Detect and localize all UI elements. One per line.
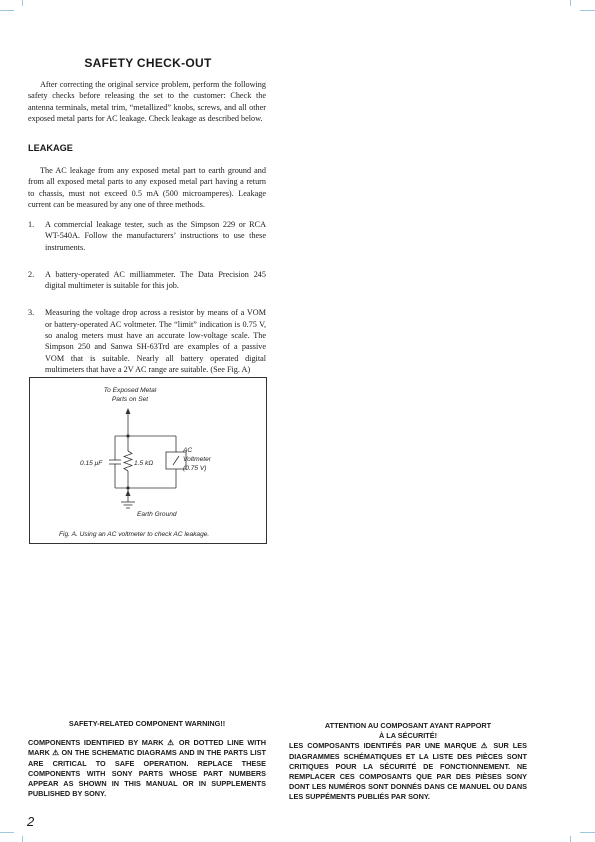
label-earth-ground: Earth Ground [137, 511, 177, 518]
figure-caption: Fig. A. Using an AC voltmeter to check AC leakage. [59, 531, 210, 538]
warning-title: SAFETY-RELATED COMPONENT WARNING!! [68, 719, 226, 728]
list-item [28, 269, 266, 292]
label-parts-on-set: Parts on Set [111, 396, 149, 403]
list-item-text: A battery-operated AC milliammeter. The Data Precision 245 digital multimeter is suitable for this job. [45, 269, 266, 291]
crop-mark-top-right-v [570, 0, 571, 6]
warning-title-line-1: ATTENTION AU COMPOSANT AYANT RAPPORT [324, 721, 492, 730]
junction-dot-top [126, 434, 129, 437]
method-list [28, 219, 266, 391]
label-meter-voltage: (0.75 V) [183, 465, 207, 472]
label-capacitor: 0.15 μF [80, 460, 103, 467]
list-item-number: 1. [28, 220, 35, 229]
label-resistor: 1.5 kΩ [134, 460, 154, 467]
crop-mark-bottom-left-v [22, 836, 23, 842]
crop-mark-top-left-v [22, 0, 23, 6]
circuit-diagram [30, 378, 268, 545]
label-meter-ac: AC [183, 447, 193, 454]
list-item [28, 307, 266, 375]
voltmeter-needle [173, 456, 179, 465]
resistor-symbol [124, 451, 132, 471]
safety-warning-english [28, 719, 266, 799]
label-exposed-metal: To Exposed Metal [103, 387, 157, 394]
crop-mark-bottom-right-v [570, 836, 571, 842]
crop-mark-top-right-h [580, 10, 595, 11]
intro-paragraph: After correcting the original service problem, perform the following safety checks before releasing the set to the customer: Check the antenna terminals, metal trim, “metallized” knobs, screws, and all other exposed metal parts for AC leakage. Check leakage as described below. [28, 80, 266, 124]
crop-mark-top-left-h [0, 10, 14, 11]
crop-mark-bottom-left-h [0, 832, 14, 833]
warning-title-line-2: À LA SÉCURITÉ! [378, 731, 438, 741]
warning-body: COMPONENTS IDENTIFIED BY MARK ⚠ OR DOTTED LINE WITH MARK ⚠ ON THE SCHEMATIC DIAGRAMS AND IN THE PARTS LIST ARE CRITICAL TO SAFE OPERATION. REPLACE THESE COMPONENTS WITH SONY PARTS WHOSE PART NUMBERS APPEAR AS SHOWN IN THIS MANUAL OR IN SUPPLEMENTS PUBLISHED BY SONY. [28, 738, 266, 799]
list-item-text: Measuring the voltage drop across a resistor by means of a VOM or battery-operated AC voltmeter. The “limit” indication is 0.75 V, so analog meters must have an accurate low-voltage scale. The Simpson 250 and Sanwa SH-63Trd are examples of a passive VOM that is suitable. Nearly all battery operated digital multimeters that have a 2V AC range are suitable. (See Fig. A) [45, 308, 266, 375]
page-title: SAFETY CHECK-OUT [84, 56, 212, 70]
list-item-text: A commercial leakage tester, such as the Simpson 229 or RCA WT-540A. Follow the manufacturers’ instructions to use these instruments. [45, 220, 266, 252]
leakage-paragraph: The AC leakage from any exposed metal part to earth ground and from all exposed metal parts to any exposed metal part having a return to chassis, must not exceed 0.5 mA (500 microamperes). Leakage current can be measured by any one of three methods. [28, 166, 266, 210]
warning-body: LES COMPOSANTS IDENTIFÉS PAR UNE MARQUE ⚠ SUR LES DIAGRAMMES SCHÉMATIQUES ET LA LISTE DES PIÈCES SONT CRITIQUES POUR LA SÉCURITÉ DE FONCTIONNEMENT. NE REMPLACER CES COMPOSANTS QUE PAR DES PIÈSES SONY DONT LES NUMÉROS SONT DONNÉS DANS CE MANUEL OU DANS LES SUPPÉMENTS PUBLIÉS PAR SONY. [289, 741, 527, 802]
list-item-number: 3. [28, 308, 35, 318]
ground-arrow [126, 490, 131, 496]
list-item [28, 219, 266, 253]
label-meter-voltmeter: Voltmeter [183, 456, 211, 463]
page-number: 2 [27, 814, 35, 829]
leakage-heading: LEAKAGE [28, 143, 73, 153]
safety-warning-french [289, 721, 527, 803]
probe-arrow [126, 408, 131, 414]
junction-dot-bottom [126, 486, 129, 489]
list-item-number: 2. [28, 269, 35, 279]
figure-a [29, 377, 267, 544]
crop-mark-bottom-right-h [580, 832, 595, 833]
